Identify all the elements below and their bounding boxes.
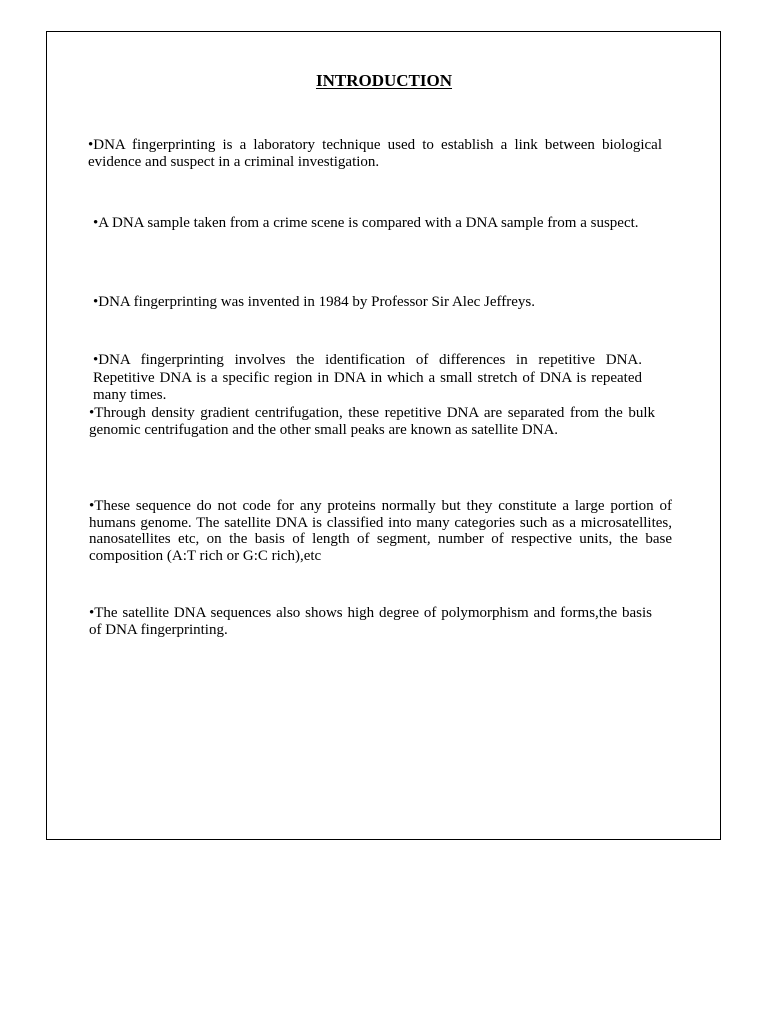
- paragraph-polymorphism: •The satellite DNA sequences also shows high degree of polymorphism and forms,the basis of DNA fingerprinting.: [89, 605, 652, 638]
- paragraph-centrifugation: •Through density gradient centrifugation, these repetitive DNA are separated from the bulk genomic centrifugation and the other small peaks are known as satellite DNA.: [89, 405, 655, 438]
- paragraph-definition: •DNA fingerprinting is a laboratory technique used to establish a link between biological evidence and suspect in a criminal investigation.: [88, 137, 662, 170]
- paragraph-sample-comparison: •A DNA sample taken from a crime scene is compared with a DNA sample from a suspect.: [93, 215, 639, 231]
- document-title: INTRODUCTION: [315, 71, 453, 90]
- paragraph-invention: •DNA fingerprinting was invented in 1984 by Professor Sir Alec Jeffreys.: [93, 294, 535, 310]
- paragraph-repetitive-dna: •DNA fingerprinting involves the identification of differences in repetitive DNA. Repetitive DNA is a specific region in DNA in which a small stretch of DNA is repeated many times.: [93, 352, 642, 403]
- paragraph-satellite-classification: •These sequence do not code for any proteins normally but they constitute a large portion of humans genome. The satellite DNA is classified into many categories such as a microsatellites, nanosatellites etc, on the basis of length of segment, number of respective units, the base composition (A:T rich or G:C rich),etc: [89, 498, 672, 564]
